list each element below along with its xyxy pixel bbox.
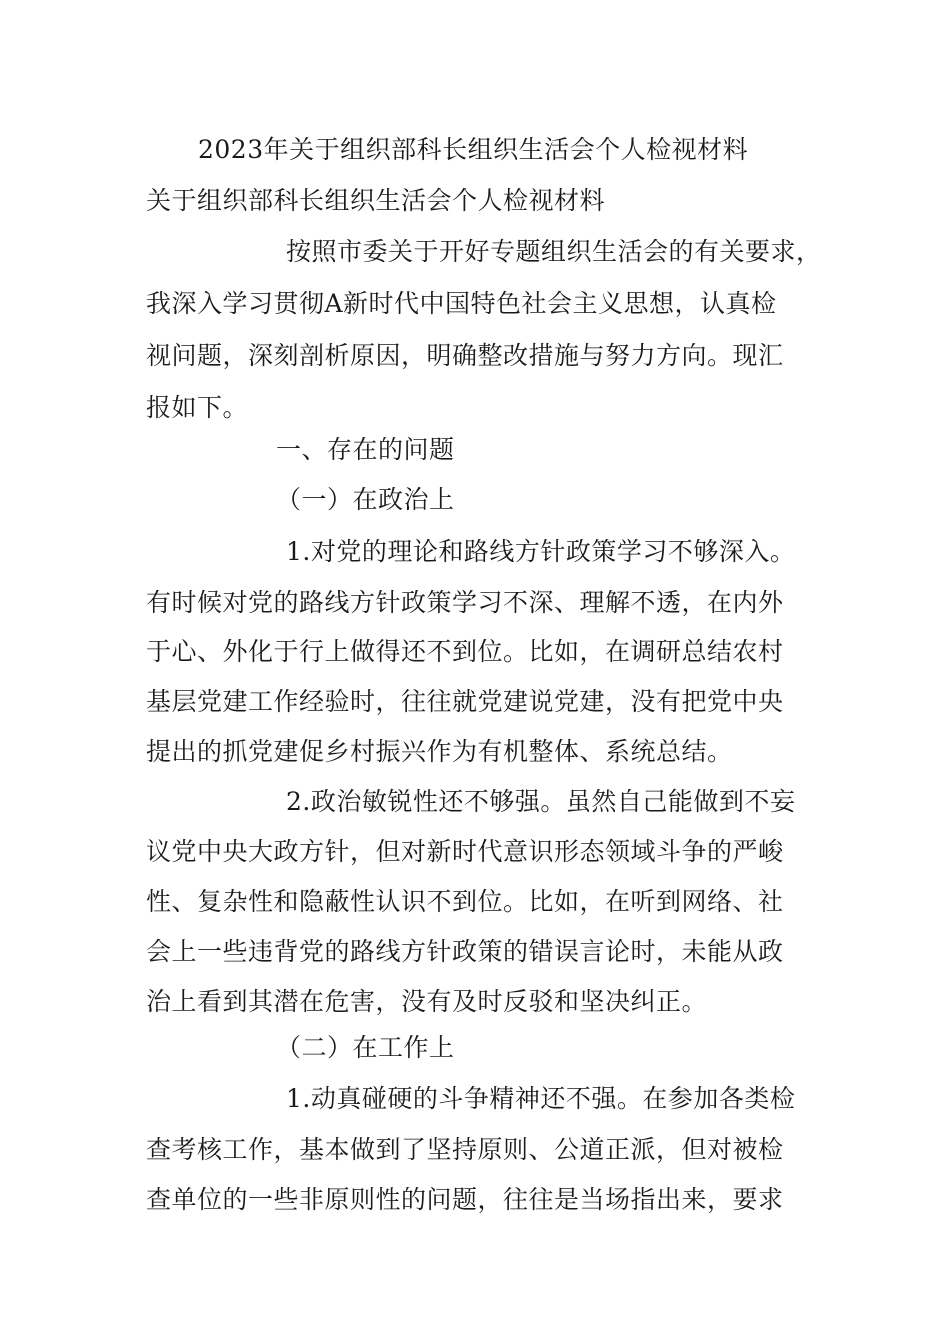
subsection-heading: （二）在工作上 [276,1033,455,1062]
paragraph-line: 查单位的一些非原则性的问题，往往是当场指出来，要求 [146,1185,784,1214]
paragraph-line: 2.政治敏锐性还不够强。虽然自己能做到不妄 [286,787,796,816]
paragraph-line: 会上一些违背党的路线方针政策的错误言论时，未能从政 [146,937,784,966]
intro-line: 报如下。 [146,393,249,422]
paragraph-line: 于心、外化于行上做得还不到位。比如，在调研总结农村 [146,637,784,666]
paragraph-line: 有时候对党的路线方针政策学习不深、理解不透，在内外 [146,588,784,617]
paragraph-line: 基层党建工作经验时，往往就党建说党建，没有把党中央 [146,687,784,716]
document-title: 2023年关于组织部科长组织生活会个人检视材料 [198,135,749,164]
subsection-heading: （一）在政治上 [276,485,455,514]
paragraph-line: 提出的抓党建促乡村振兴作为有机整体、系统总结。 [146,737,733,766]
intro-line: 视问题，深刻剖析原因，明确整改措施与努力方向。现汇 [146,341,784,370]
document-subtitle: 关于组织部科长组织生活会个人检视材料 [146,186,606,215]
section-heading: 一、存在的问题 [276,435,455,464]
paragraph-line: 议党中央大政方针，但对新时代意识形态领域斗争的严峻 [146,837,784,866]
paragraph-line: 1.动真碰硬的斗争精神还不强。在参加各类检 [286,1084,796,1113]
intro-line: 按照市委关于开好专题组织生活会的有关要求， [286,237,822,266]
paragraph-line: 查考核工作，基本做到了坚持原则、公道正派，但对被检 [146,1135,784,1164]
intro-line: 我深入学习贯彻A新时代中国特色社会主义思想，认真检 [146,289,777,318]
paragraph-line: 1.对党的理论和路线方针政策学习不够深入。 [286,537,796,566]
paragraph-line: 性、复杂性和隐蔽性认识不到位。比如，在听到网络、社 [146,887,784,916]
paragraph-line: 治上看到其潜在危害，没有及时反驳和坚决纠正。 [146,987,708,1016]
